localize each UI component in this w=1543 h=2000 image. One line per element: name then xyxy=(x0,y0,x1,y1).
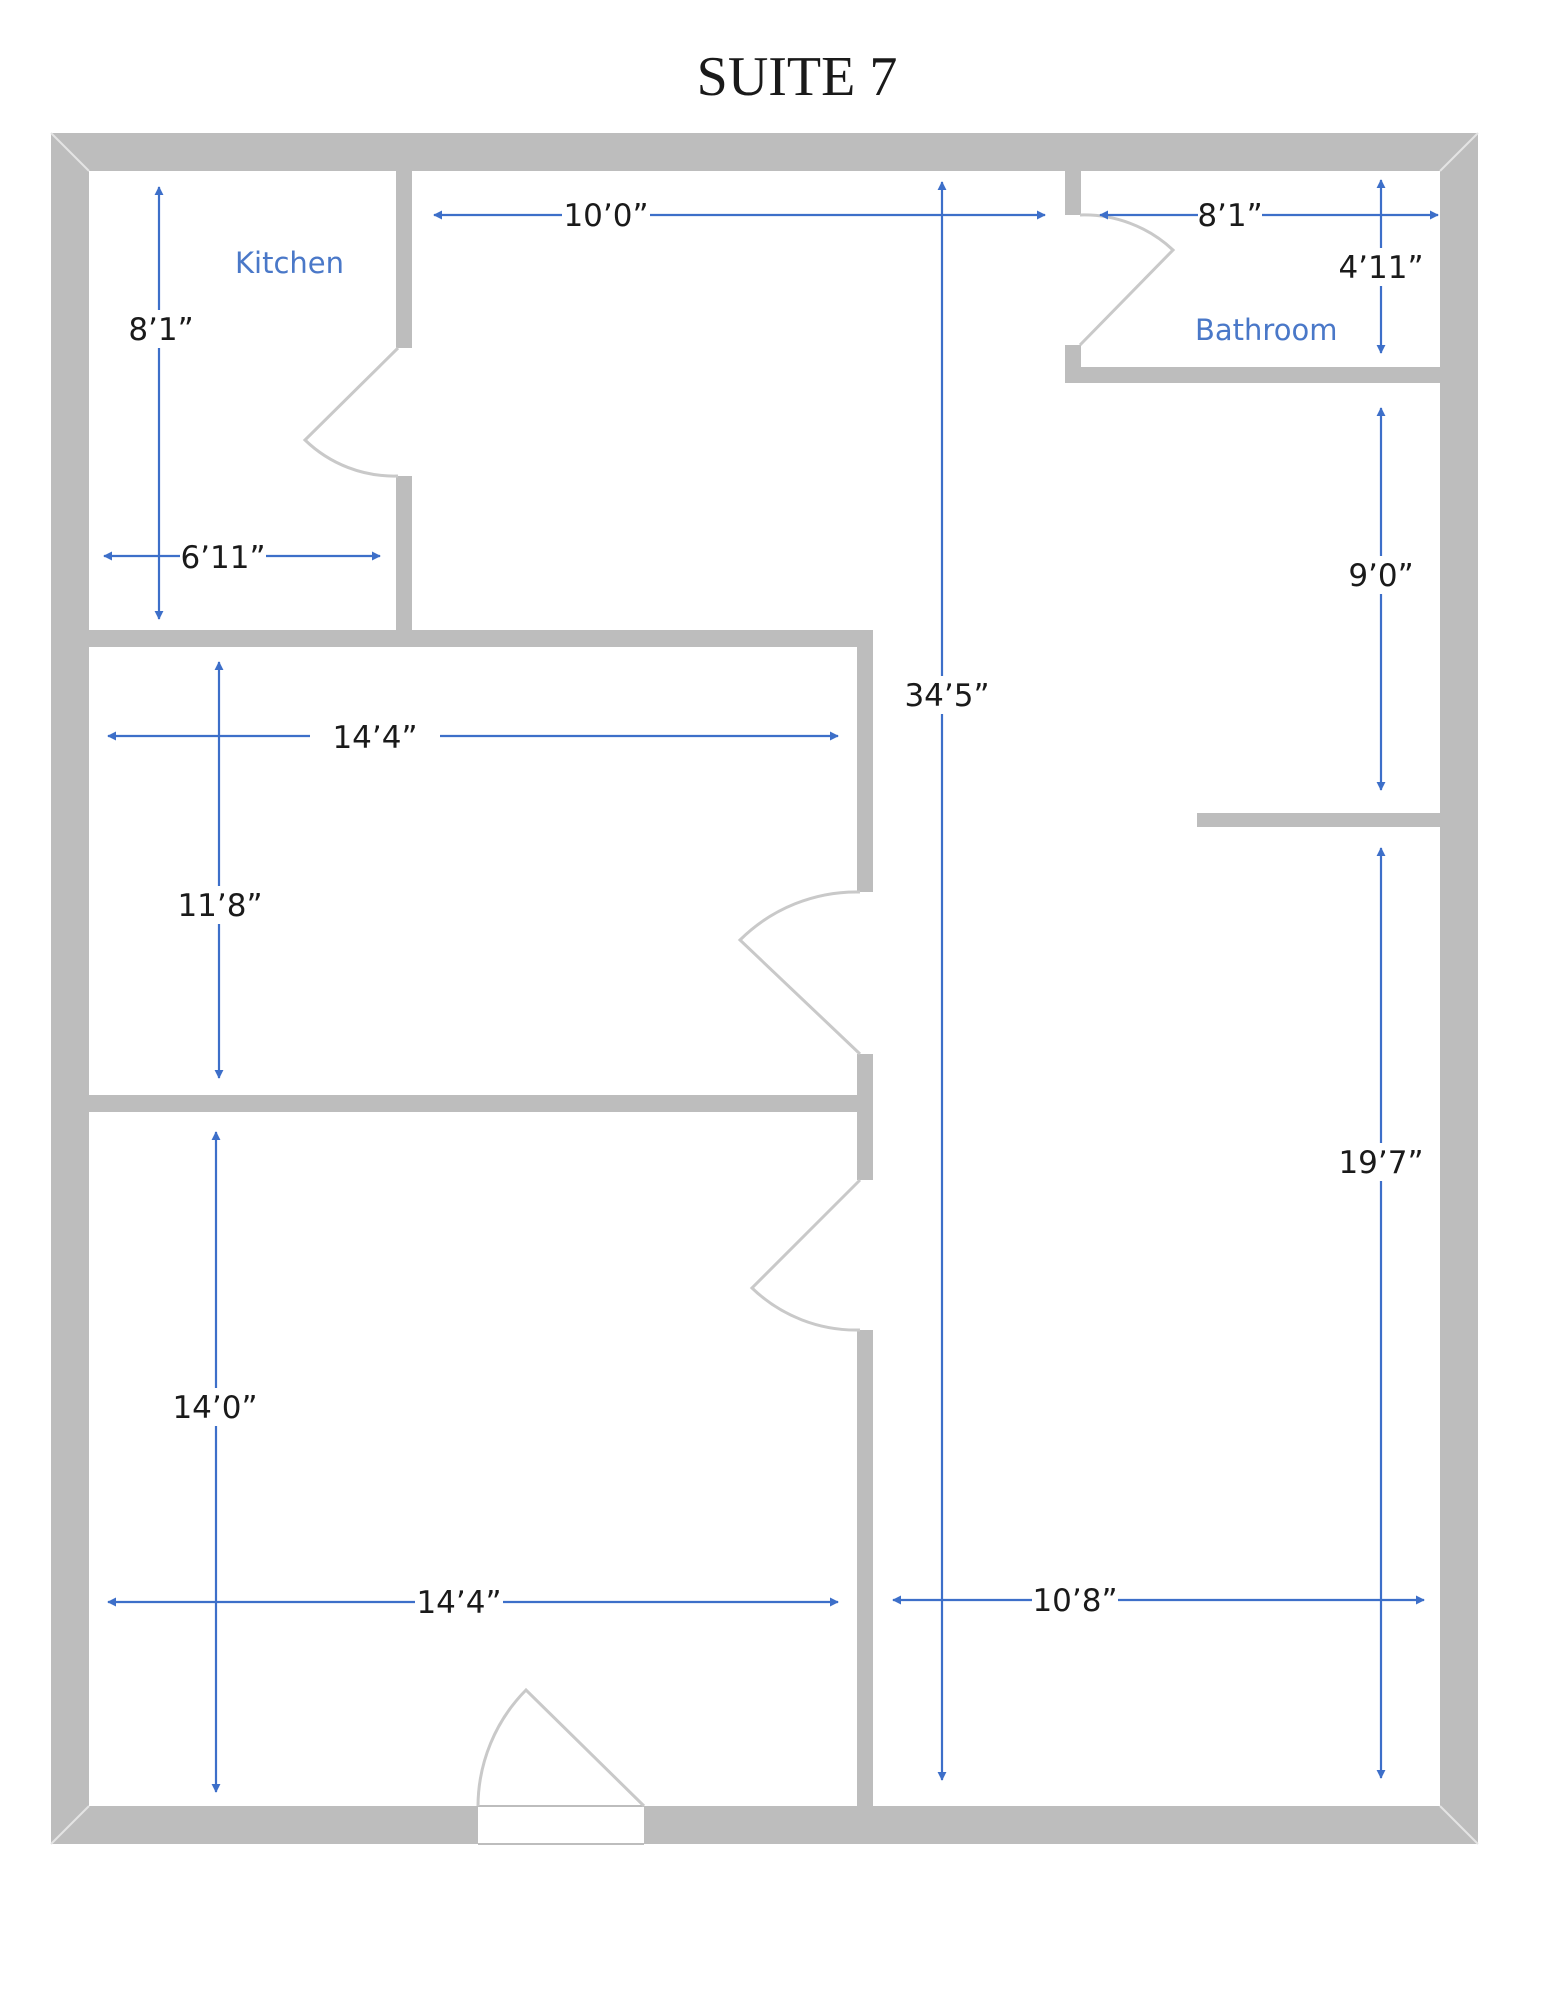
kitchen-wall-bottom xyxy=(51,630,873,647)
dim-right-room-height: 19’7” xyxy=(1338,1145,1424,1181)
outer-wall-bottom xyxy=(51,1806,1478,1844)
outer-wall-right xyxy=(1440,133,1478,1844)
bedroom1-door xyxy=(740,892,860,1054)
dim-bath-width: 8’1” xyxy=(1197,198,1263,234)
bathroom-door xyxy=(1080,215,1173,345)
closet-wall xyxy=(1197,813,1478,827)
dimension-label-backgrounds xyxy=(128,196,1427,1621)
dimension-lines xyxy=(104,180,1438,1792)
dim-bedroom1-width: 14’4” xyxy=(332,720,418,756)
dim-top-hall-width: 10’0” xyxy=(563,198,649,234)
doors xyxy=(305,215,1173,1806)
dim-hall-length: 34’5” xyxy=(904,678,990,714)
dim-bedroom2-depth: 14’0” xyxy=(172,1390,258,1426)
dim-kitchen-width: 6’11” xyxy=(180,540,266,576)
room-label-bathroom: Bathroom xyxy=(1195,313,1338,347)
dim-closet-height: 9’0” xyxy=(1348,558,1414,594)
bedroom2-door xyxy=(752,1180,860,1330)
dim-living-width: 10’8” xyxy=(1032,1583,1118,1619)
kitchen-door xyxy=(305,348,398,476)
dim-bedroom1-depth: 11’8” xyxy=(177,888,263,924)
dimension-labels xyxy=(128,198,1423,1621)
plan-title: SUITE 7 xyxy=(696,46,898,108)
room-label-kitchen: Kitchen xyxy=(235,246,344,280)
bathroom-wall-bottom xyxy=(1065,367,1478,383)
outer-wall-top xyxy=(51,133,1478,171)
dim-kitchen-depth: 8’1” xyxy=(128,312,194,348)
entry-door xyxy=(478,1690,644,1806)
bedroom-divider-wall xyxy=(51,1095,873,1112)
dim-bath-depth: 4’11” xyxy=(1338,250,1424,286)
outer-wall-left xyxy=(51,133,89,1844)
dim-bedroom2-width: 14’4” xyxy=(416,1585,502,1621)
walls xyxy=(51,133,1478,1844)
